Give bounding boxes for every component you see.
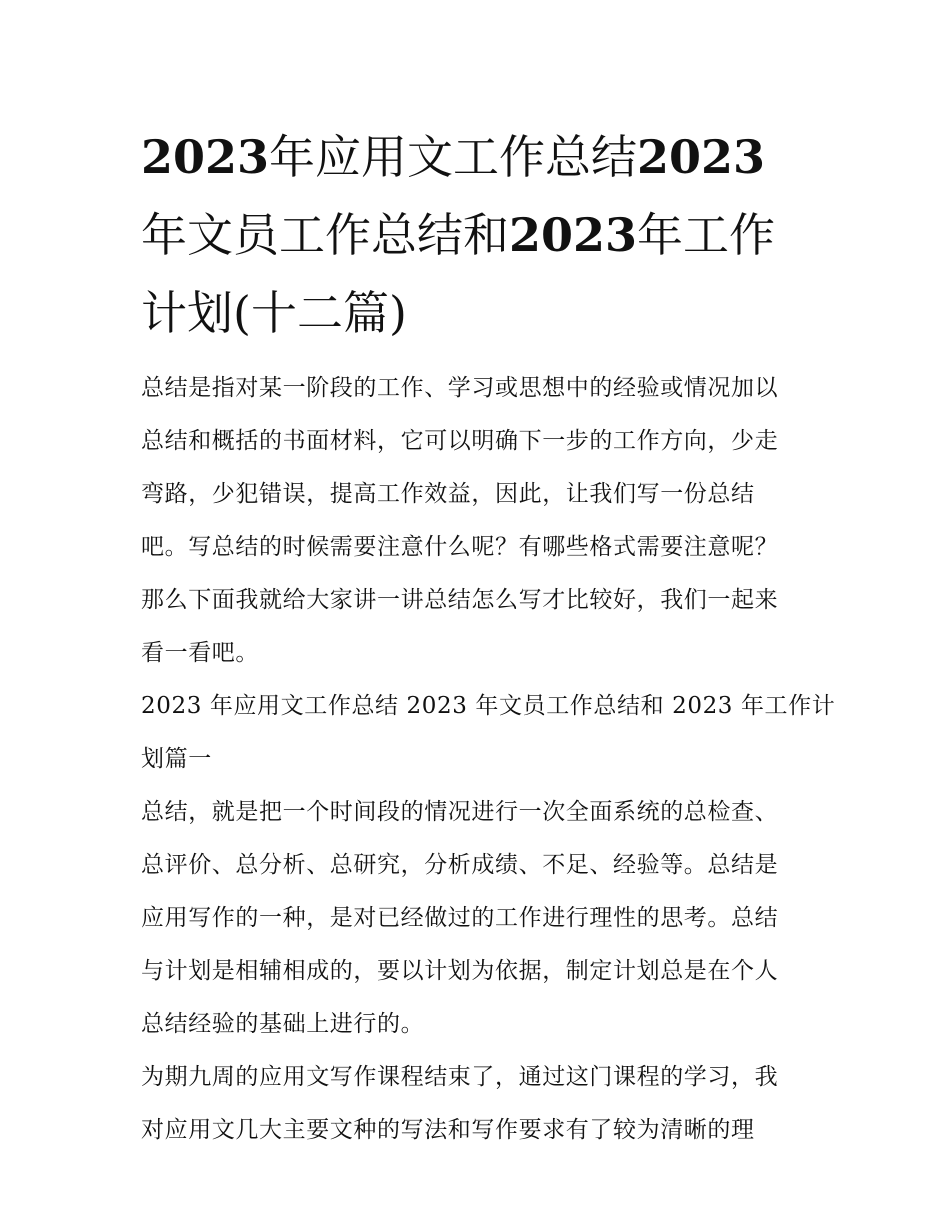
body-paragraph-1 <box>141 786 821 1051</box>
heading-line: 2023 年应用文工作总结 2023 年文员工作总结和 2023 年工作计 <box>141 693 836 719</box>
text-line: 总结，就是把一个时间段的情况进行一次全面系统的总检查、 <box>141 799 779 825</box>
document-body <box>141 362 836 1157</box>
title-text: 年文员工作总结和 <box>141 208 509 262</box>
heading-line: 划篇一 <box>141 746 212 772</box>
text-line: 总结和概括的书面材料，它可以明确下一步的工作方向，少走 <box>141 428 779 454</box>
title-line-1 <box>141 118 821 196</box>
text-line: 看一看吧。 <box>141 640 259 666</box>
section-heading <box>141 680 836 786</box>
text-line: 为期九周的应用文写作课程结束了，通过这门课程的学习，我 <box>141 1064 779 1090</box>
title-year: 2023 <box>141 130 270 184</box>
text-line: 与计划是相辅相成的，要以计划为依据，制定计划总是在个人 <box>141 958 779 984</box>
title-line-2 <box>141 196 821 274</box>
text-line: 弯路，少犯错误，提高工作效益，因此，让我们写一份总结 <box>141 481 755 507</box>
text-line: 对应用文几大主要文种的写法和写作要求有了较为清晰的理 <box>141 1117 755 1143</box>
title-year: 2023 <box>637 130 766 184</box>
document-title <box>141 118 821 352</box>
text-line: 总结经验的基础上进行的。 <box>141 1011 425 1037</box>
intro-paragraph <box>141 362 821 680</box>
text-line: 吧。写总结的时候需要注意什么呢？有哪些格式需要注意呢？ <box>141 534 779 560</box>
text-line: 那么下面我就给大家讲一讲总结怎么写才比较好，我们一起来 <box>141 587 779 613</box>
title-text: 年工作 <box>637 208 776 262</box>
text-line: 总结是指对某一阶段的工作、学习或思想中的经验或情况加以 <box>141 375 779 401</box>
text-line: 应用写作的一种，是对已经做过的工作进行理性的思考。总结 <box>141 905 779 931</box>
title-year: 2023 <box>509 208 638 262</box>
text-line: 总评价、总分析、总研究，分析成绩、不足、经验等。总结是 <box>141 852 779 878</box>
body-paragraph-2 <box>141 1051 821 1157</box>
title-text: 计划(十二篇) <box>141 286 407 340</box>
title-line-3 <box>141 274 821 352</box>
document-page <box>141 118 836 1157</box>
title-text: 年应用文工作总结 <box>269 130 638 184</box>
